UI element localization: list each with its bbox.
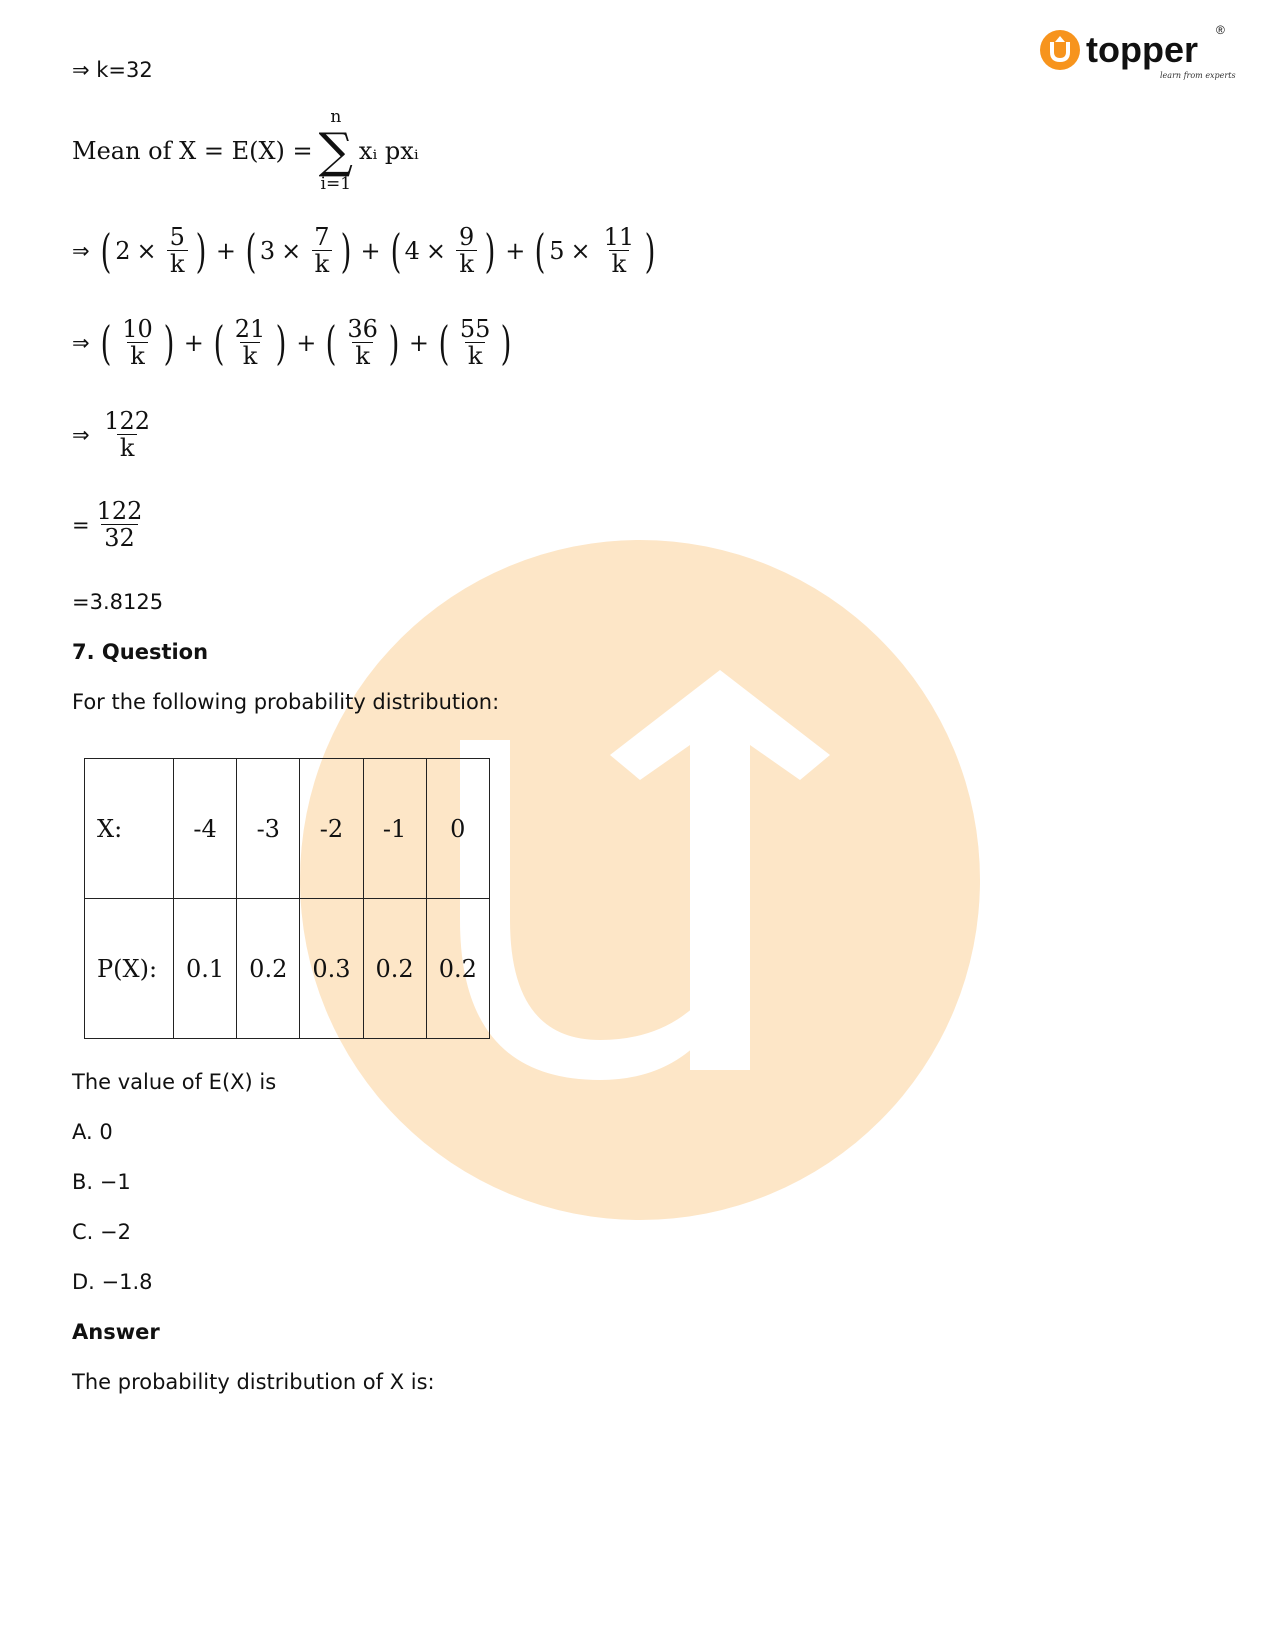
coef: 5 [549, 236, 565, 265]
p-value: 0.2 [363, 899, 426, 1039]
summation [319, 108, 353, 193]
fraction: $\frac{122}{k}$ [104, 407, 151, 463]
coef: 4 [404, 236, 420, 265]
option-d: D. −1.8 [72, 1270, 153, 1294]
x-value: -4 [174, 759, 237, 899]
answer-text: The probability distribution of X is: [72, 1370, 435, 1394]
mean-label: Mean of X = E(X) = [72, 136, 313, 165]
sum-upper: n [330, 107, 342, 127]
k-result: ⇒ k=32 [72, 58, 153, 82]
coef: 3 [259, 236, 276, 265]
p-value: 0.2 [237, 899, 300, 1039]
p-value: 0.1 [174, 899, 237, 1039]
topper-logo [1040, 20, 1240, 84]
answer-heading: Answer [72, 1320, 160, 1344]
fraction: $\frac{21}{k}$ [234, 315, 266, 371]
equals-sign: = [72, 512, 90, 537]
implies-arrow: ⇒ [72, 238, 90, 263]
brand-tagline: learn from experts [1160, 71, 1236, 80]
fraction: $\frac{122}{32}$ [96, 497, 143, 553]
fraction: $\frac{55}{k}$ [459, 315, 491, 371]
table-row [85, 899, 490, 1039]
table-row [85, 759, 490, 899]
fraction: $\frac{5}{k}$ [167, 224, 188, 278]
p-value: 0.2 [426, 899, 489, 1039]
option-a: A. 0 [72, 1120, 113, 1144]
p-value: 0.3 [300, 899, 363, 1039]
fraction: $\frac{11}{k}$ [603, 223, 635, 279]
option-b: B. −1 [72, 1170, 131, 1194]
x-label: X: [85, 759, 174, 899]
step-3 [72, 408, 157, 462]
question-ask: The value of E(X) is [72, 1070, 277, 1094]
sum-body: xᵢ pxᵢ [358, 136, 419, 165]
fraction: $\frac{36}{k}$ [347, 315, 378, 371]
implies-arrow: ⇒ [72, 422, 90, 447]
fraction: $\frac{10}{k}$ [122, 315, 153, 371]
x-value: -1 [363, 759, 426, 899]
x-value: -2 [300, 759, 363, 899]
fraction: $\frac{7}{k}$ [311, 224, 332, 278]
question-prompt: For the following probability distribution: [72, 690, 500, 714]
coef: 2 [115, 236, 131, 265]
step-1: ⇒ ( 2 × $\frac{5}{k}$ ) + ( 3 × $\frac{7}{k}$ ) + ( 4 × $\frac{9}{k}$ ) + ( 5 × $\frac{11}{k}$ ) [72, 223, 656, 279]
brand-name: topper [1086, 29, 1198, 70]
sigma-symbol: ∑ [318, 122, 353, 179]
step-2: ⇒ ( $\frac{10}{k}$ ) + ( $\frac{21}{k}$ ) + ( $\frac{36}{k}$ ) + ( $\frac{55}{k}$ ) [72, 315, 512, 371]
step-4 [72, 498, 149, 552]
probability-table [84, 758, 490, 1039]
mean-formula [72, 108, 419, 193]
registered-mark: ® [1216, 23, 1225, 37]
sum-lower: i=1 [320, 173, 352, 194]
implies-arrow: ⇒ [72, 330, 90, 355]
fraction: $\frac{9}{k}$ [456, 224, 477, 278]
x-value: 0 [426, 759, 489, 899]
p-label: P(X): [85, 899, 174, 1039]
question-heading: 7. Question [72, 640, 209, 664]
option-c: C. −2 [72, 1220, 131, 1244]
mean-result: =3.8125 [72, 590, 164, 614]
x-value: -3 [237, 759, 300, 899]
